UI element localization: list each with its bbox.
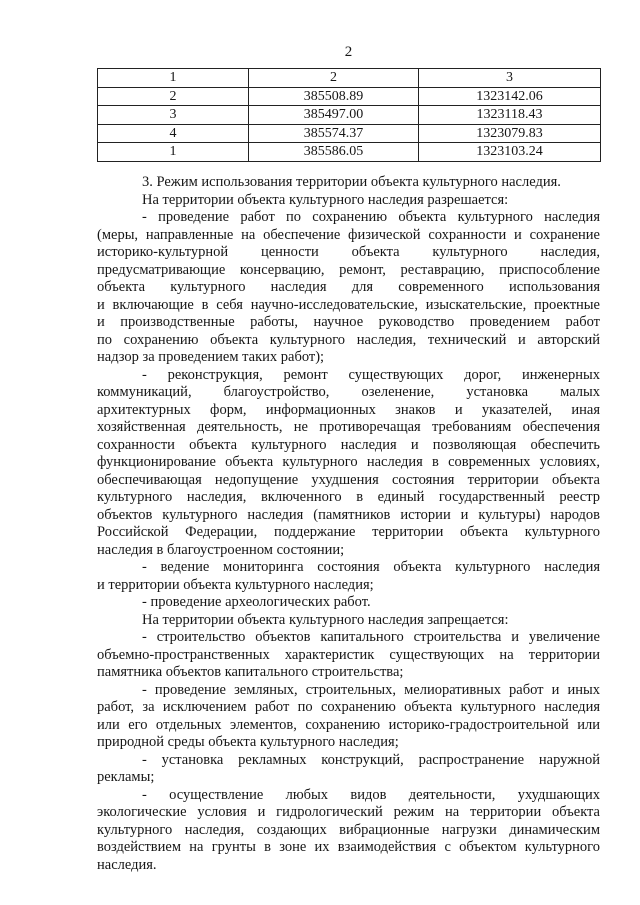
table-cell: 1323103.24	[419, 143, 601, 162]
text-line: культурного наследия, создающих вибрационные нагрузки динамическим	[97, 821, 600, 838]
text-line: архитектурных форм, информационных знаков и указателей, иная	[97, 401, 600, 418]
text-line: - установка рекламных конструкций, распространение наружной	[142, 751, 600, 768]
table-header-cell: 3	[419, 69, 601, 88]
text-line: надзор за проведением таких работ);	[97, 349, 325, 365]
text-line: экологические условия и гидрологический режим на территории объекта	[97, 804, 600, 820]
text-line: наследия в благоустроенном состоянии;	[97, 541, 345, 558]
text-line: историко-культурной ценности объекта культурного наследия,	[97, 244, 600, 260]
permitted-item-preservation	[97, 209, 600, 367]
table-cell: 385586.05	[249, 143, 419, 162]
prohibited-item-harmful-activity	[97, 787, 600, 875]
text-line: - проведение археологических работ.	[142, 594, 371, 610]
table-header-cell: 1	[98, 69, 249, 88]
permitted-item-archaeology	[97, 594, 600, 612]
text-line: воздействием на грунты в зоне их взаимодействия с объектом культурного	[97, 839, 600, 855]
section-heading	[97, 174, 600, 192]
permitted-item-reconstruction	[97, 367, 600, 560]
text-line: или его отдельных элементов, сохранению историко-градостроительной или	[97, 716, 600, 733]
text-line: коммуникаций, благоустройство, озеленение, установка малых	[97, 384, 600, 400]
text-line: объемно-пространственных характеристик существующих на территории	[97, 646, 600, 663]
text-line: - проведение земляных, строительных, мелиоративных работ и иных	[142, 681, 600, 698]
prohibited-item-advertising	[97, 752, 600, 787]
text-line: предусматривающие консервацию, ремонт, реставрацию, приспособление	[97, 261, 600, 278]
table-cell: 385497.00	[249, 106, 419, 125]
text-line: памятника объектов капитального строительства;	[97, 664, 404, 680]
prohibited-item-earthworks	[97, 682, 600, 752]
text-line: по сохранению объекта культурного наследия, технический и авторский	[97, 331, 600, 348]
text-line: 3. Режим использования территории объекта культурного наследия.	[142, 174, 561, 190]
table-row	[98, 106, 601, 125]
text-line: функционирование объекта культурного наследия в современных условиях,	[97, 454, 600, 470]
prohibited-item-construction	[97, 629, 600, 682]
text-line: объектов культурного наследия (памятников истории и культуры) народов	[97, 506, 600, 523]
text-line: и производственные работы, научное руководство проведением работ	[97, 314, 600, 330]
table-cell: 1323118.43	[419, 106, 601, 125]
table-row	[98, 87, 601, 106]
table-cell: 2	[98, 87, 249, 106]
text-line: и территории объекта культурного наследия;	[97, 576, 374, 593]
table-cell: 1323079.83	[419, 124, 601, 143]
text-line: работ, за исключением работ по сохранению объекта культурного наследия	[97, 699, 600, 715]
text-line: и включающие в себя научно-исследовательские, изыскательские, проектные	[97, 296, 600, 313]
text-line: сохранности объекта культурного наследия и позволяющая обеспечить	[97, 436, 600, 453]
table-cell: 4	[98, 124, 249, 143]
text-line: На территории объекта культурного наследия запрещается:	[142, 611, 509, 628]
text-line: рекламы;	[97, 769, 155, 785]
text-line: Российской Федерации, поддержание территории объекта культурного	[97, 524, 600, 540]
text-line: - осуществление любых видов деятельности, ухудшающих	[142, 786, 600, 803]
permitted-intro	[97, 192, 600, 210]
text-line: - реконструкция, ремонт существующих дорог, инженерных	[142, 366, 600, 383]
document-body	[97, 174, 600, 874]
table-row	[98, 124, 601, 143]
text-line: - проведение работ по сохранению объекта культурного наследия	[142, 209, 600, 225]
text-line: На территории объекта культурного наследия разрешается:	[142, 191, 509, 208]
text-line: объекта культурного наследия для современного использования	[97, 279, 600, 295]
table-cell: 385508.89	[249, 87, 419, 106]
text-line: культурного наследия, включенного в единый государственный реестр	[97, 489, 600, 505]
table-cell: 1323142.06	[419, 87, 601, 106]
coordinates-table	[97, 68, 601, 162]
text-line: наследия.	[97, 856, 157, 873]
text-line: обеспечивающая недопущение ухудшения состояния территории объекта	[97, 471, 600, 488]
text-line: природной среды объекта культурного наследия;	[97, 734, 399, 750]
table-header-cell: 2	[249, 69, 419, 88]
table-row	[98, 143, 601, 162]
text-line: - ведение мониторинга состояния объекта культурного наследия	[142, 559, 600, 575]
text-line: - строительство объектов капитального строительства и увеличение	[142, 629, 600, 645]
page-number: 2	[344, 44, 353, 60]
table-cell: 385574.37	[249, 124, 419, 143]
permitted-item-monitoring	[97, 559, 600, 594]
table-header-row	[98, 69, 601, 88]
table-cell: 1	[98, 143, 249, 162]
text-line: хозяйственная деятельность, не противоречащая требованиям обеспечения	[97, 419, 600, 435]
table-cell: 3	[98, 106, 249, 125]
prohibited-intro	[97, 612, 600, 630]
text-line: (меры, направленные на обеспечение физической сохранности и сохранение	[97, 226, 600, 243]
